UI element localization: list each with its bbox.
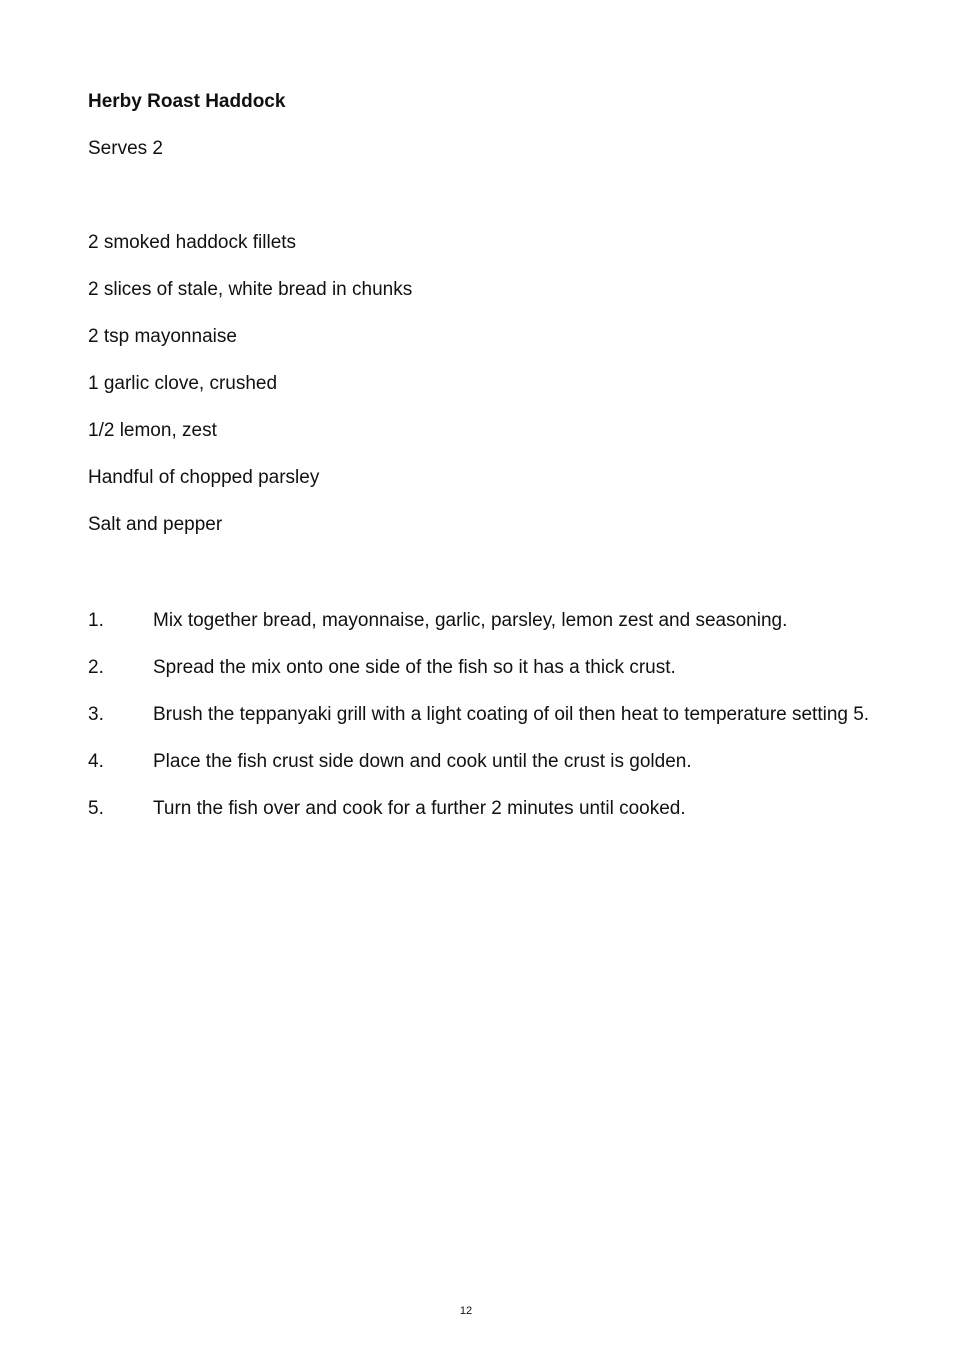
- step-number: 3.: [88, 704, 104, 725]
- ingredient-item: 2 tsp mayonnaise: [88, 326, 237, 347]
- step-text: Mix together bread, mayonnaise, garlic, parsley, lemon zest and seasoning.: [153, 610, 788, 631]
- serves-text: Serves 2: [88, 138, 163, 159]
- step-number: 4.: [88, 751, 104, 772]
- method-step: [88, 698, 878, 731]
- ingredient-item: 1 garlic clove, crushed: [88, 373, 278, 394]
- ingredient-item: 1/2 lemon, zest: [88, 420, 217, 441]
- method-step: [88, 792, 878, 825]
- ingredient-item: 2 smoked haddock fillets: [88, 232, 297, 253]
- step-text: Spread the mix onto one side of the fish so it has a thick crust.: [153, 657, 676, 678]
- step-number: 1.: [88, 610, 104, 631]
- method-step: [88, 604, 878, 637]
- method-steps: [88, 604, 878, 839]
- ingredient-item: Handful of chopped parsley: [88, 467, 320, 488]
- method-step: [88, 745, 878, 778]
- page-number: 12: [459, 1305, 473, 1317]
- method-step: [88, 651, 878, 684]
- ingredient-item: 2 slices of stale, white bread in chunks: [88, 279, 413, 300]
- recipe-title: Herby Roast Haddock: [88, 91, 286, 112]
- step-text: Turn the fish over and cook for a further 2 minutes until cooked.: [153, 798, 686, 819]
- step-text: Place the fish crust side down and cook until the crust is golden.: [153, 751, 692, 772]
- step-number: 2.: [88, 657, 104, 678]
- step-text: Brush the teppanyaki grill with a light coating of oil then heat to temperature setting 5.: [153, 704, 870, 725]
- ingredient-list: [88, 231, 412, 560]
- ingredient-item: Salt and pepper: [88, 514, 223, 535]
- step-number: 5.: [88, 798, 104, 819]
